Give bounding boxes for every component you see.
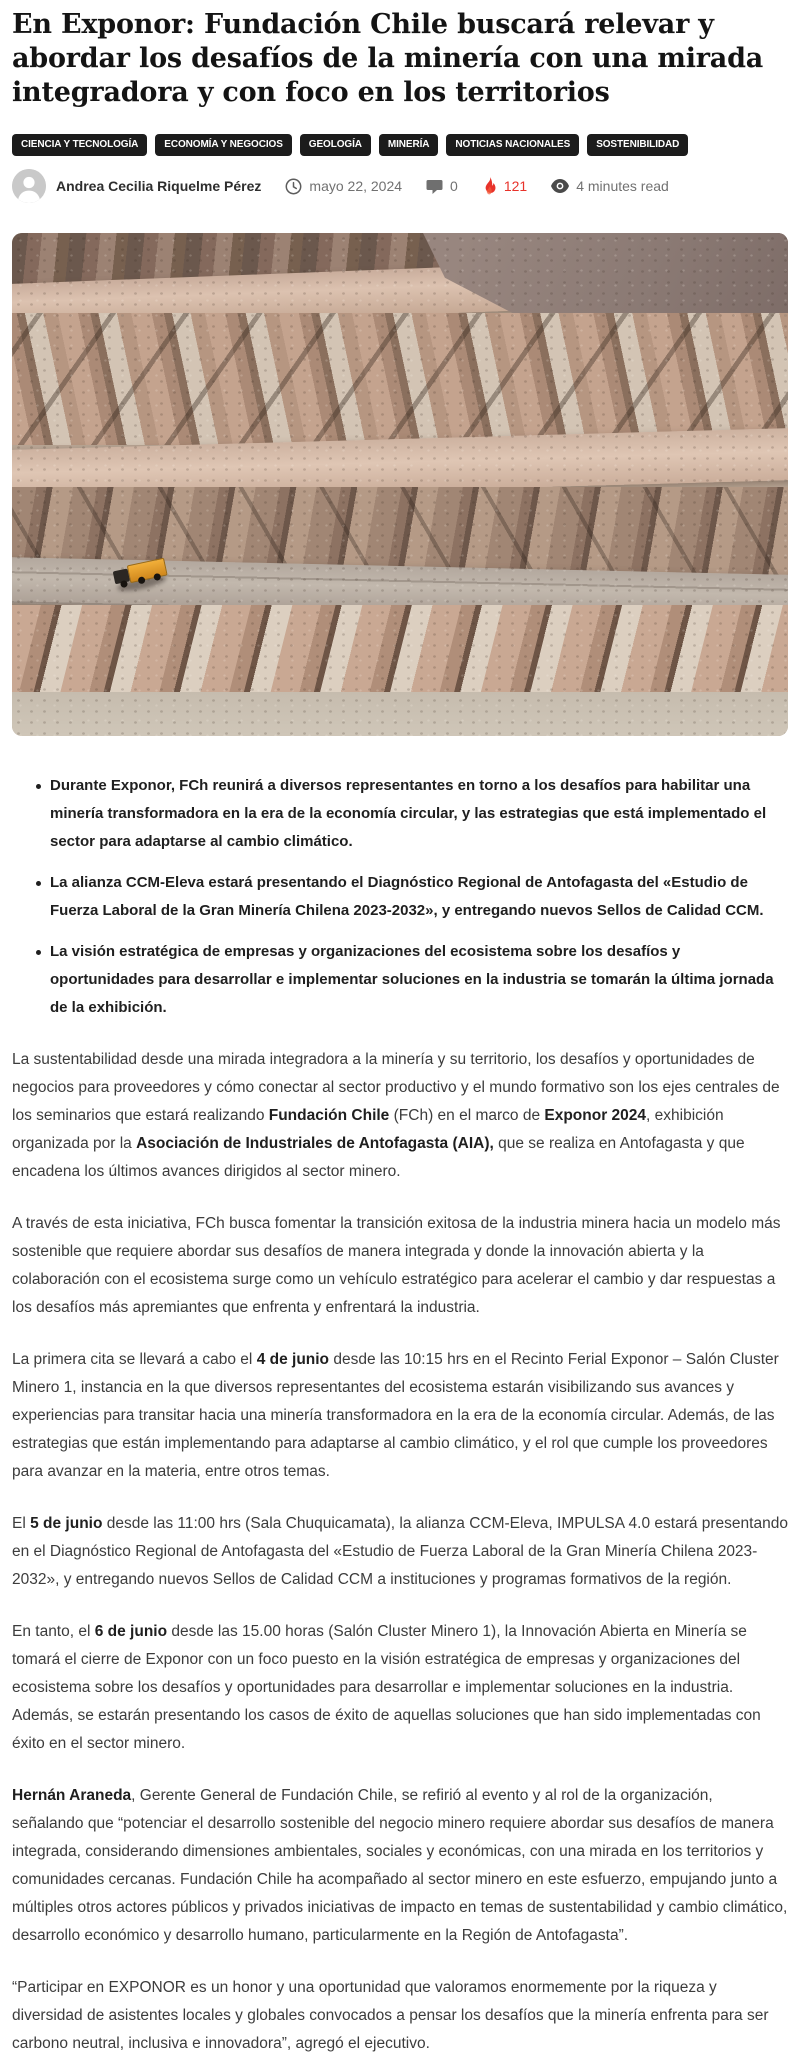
clock-icon [285, 178, 302, 195]
article-paragraph [12, 1974, 788, 2058]
body-text: desde las 11:00 hrs (Sala Chuquicamata), la alianza CCM-Eleva, IMPULSA 4.0 estará presentando en el Diagnóstico Regional de Antofagasta del «Estudio de Fuerza Laboral de la Gran Minería Chilena 2023-2032», y entregando nuevos Sellos de Calidad CCM a instituciones y programas formativos de la región. [12, 1515, 788, 1588]
article-featured-image [12, 233, 788, 736]
person-icon [12, 169, 46, 203]
author-group [12, 169, 261, 203]
read-time: 4 minutes read [576, 178, 669, 194]
flame-icon [482, 177, 497, 195]
author-name[interactable]: Andrea Cecilia Riquelme Pérez [56, 178, 262, 194]
article-paragraph [12, 1782, 788, 1950]
body-text: , exhibición organizada por la [12, 1107, 724, 1152]
highlight-item: Durante Exponor, FCh reunirá a diversos representantes en torno a los desafíos para habilitar una minería transformadora en la era de la economía circular, y las estrategias que está implementado el sector para adaptarse al cambio climático. [36, 772, 778, 856]
body-text: que se realiza en Antofagasta y que encadena los últimos avances dirigidos al sector minero. [12, 1135, 745, 1180]
category-tag[interactable]: SOSTENIBILIDAD [587, 134, 688, 156]
highlight-item: La alianza CCM-Eleva estará presentando el Diagnóstico Regional de Antofagasta del «Estudio de Fuerza Laboral de la Gran Minería Chilena 2023-2032», y entregando nuevos Sellos de Calidad CCM. [36, 869, 778, 925]
article-page [0, 8, 800, 2058]
bold-text: Exponor 2024 [544, 1107, 647, 1124]
eye-icon [551, 179, 569, 193]
article-highlights [12, 772, 788, 1022]
bold-text: Hernán Araneda [12, 1787, 132, 1804]
body-text: A través de esta iniciativa, FCh busca fomentar la transición exitosa de la industria minera hacia un modelo más sostenible que requiere abordar sus desafíos de manera integrada y donde la innovación abierta y la colaboración con el ecosistema surge como un vehículo estratégico para acelerar el cambio y dar respuestas a los desafíos más apremiantes que enfrenta y enfrentará la industria. [12, 1215, 781, 1316]
views-group [482, 177, 527, 195]
body-text: desde las 15.00 horas (Salón Cluster Minero 1), la Innovación Abierta en Minería se tomará el cierre de Exponor con un foco puesto en la visión estratégica de empresas y organizaciones del ecosistema sobre los desafíos y oportunidades para desarrollar e implementar soluciones en la industria. Además, se estarán presentando los casos de éxito de aquellas soluciones que han sido implementadas con éxito en el sector minero. [12, 1623, 761, 1752]
article-paragraph [12, 1210, 788, 1322]
comment-icon [426, 178, 443, 195]
bold-text: 5 de junio [30, 1515, 103, 1532]
category-tag[interactable]: MINERÍA [379, 134, 439, 156]
article-title: En Exponor: Fundación Chile buscará relevar y abordar los desafíos de la minería con una mirada integradora y con foco en los territorios [12, 9, 764, 108]
bold-text: Asociación de Industriales de Antofagasta (AIA), [136, 1135, 494, 1152]
category-tag[interactable]: GEOLOGÍA [300, 134, 371, 156]
body-text: En tanto, el [12, 1623, 95, 1640]
author-avatar[interactable] [12, 169, 46, 203]
category-tag[interactable]: NOTICIAS NACIONALES [446, 134, 579, 156]
read-time-group [551, 178, 669, 194]
comments-group[interactable] [426, 178, 458, 195]
highlight-item: La visión estratégica de empresas y organizaciones del ecosistema sobre los desafíos y oportunidades para desarrollar e implementar soluciones en la industria se tomarán la última jornada de la exhibición. [36, 938, 778, 1022]
views-count: 121 [503, 178, 528, 194]
body-text: El [12, 1515, 31, 1532]
category-tags [12, 134, 788, 156]
body-text: desde las 10:15 hrs en el Recinto Ferial Exponor – Salón Cluster Minero 1, instancia en la que diversos representantes del ecosistema estarán visibilizando sus avances y experiencias para transitar hacia una minería transformadora en la era de la economía circular. Además, de las estrategias que están implementando para adaptarse al cambio climático, y el rol que cumple los proveedores para avanzar en la materia, entre otros temas. [12, 1351, 779, 1480]
article-paragraph [12, 1510, 788, 1594]
bold-text: 4 de junio [256, 1351, 330, 1368]
bold-text: Fundación Chile [268, 1107, 390, 1124]
article-meta [12, 169, 788, 203]
publish-date: mayo 22, 2024 [309, 178, 403, 194]
body-text: La sustentabilidad desde una mirada integradora a la minería y su territorio, los desafíos y oportunidades de negocios para proveedores y cómo conectar al sector productivo y el mundo formativo son los ejes centrales de los seminarios que estará realizando [12, 1051, 780, 1124]
body-text: La primera cita se llevará a cabo el [12, 1351, 257, 1368]
photo-noise-overlay [12, 233, 788, 736]
body-text: “Participar en EXPONOR es un honor y una oportunidad que valoramos enormemente por la riqueza y diversidad de asistentes locales y globales convocados a pensar los desafíos que la minería enfrenta para ser carbono neutral, inclusiva e innovadora”, agregó el ejecutivo. [12, 1979, 769, 2052]
article-paragraph [12, 1046, 788, 1186]
category-tag[interactable]: ECONOMÍA Y NEGOCIOS [155, 134, 292, 156]
article-paragraph [12, 1346, 788, 1486]
body-text: , Gerente General de Fundación Chile, se refirió al evento y al rol de la organización, señalando que “potenciar el desarrollo sostenible del negocio minero requiere abordar sus desafíos de manera integrada, considerando dimensiones ambientales, sociales y económicas, con una mirada en los territorios y comunidades cercanas. Fundación Chile ha acompañado al sector minero en este esfuerzo, empujando junto a múltiples otros actores públicos y privados iniciativas de impacto en temas de sustentabilidad y cambio climático, desarrollo económico y desarrollo humano, particularmente en la Región de Antofagasta”. [12, 1787, 788, 1944]
comments-count: 0 [450, 178, 458, 194]
category-tag[interactable]: CIENCIA Y TECNOLOGÍA [12, 134, 147, 156]
bold-text: 6 de junio [94, 1623, 168, 1640]
date-group [285, 178, 402, 195]
article-body [12, 1046, 788, 2058]
article-paragraph [12, 1618, 788, 1758]
body-text: (FCh) en el marco de [389, 1107, 545, 1124]
